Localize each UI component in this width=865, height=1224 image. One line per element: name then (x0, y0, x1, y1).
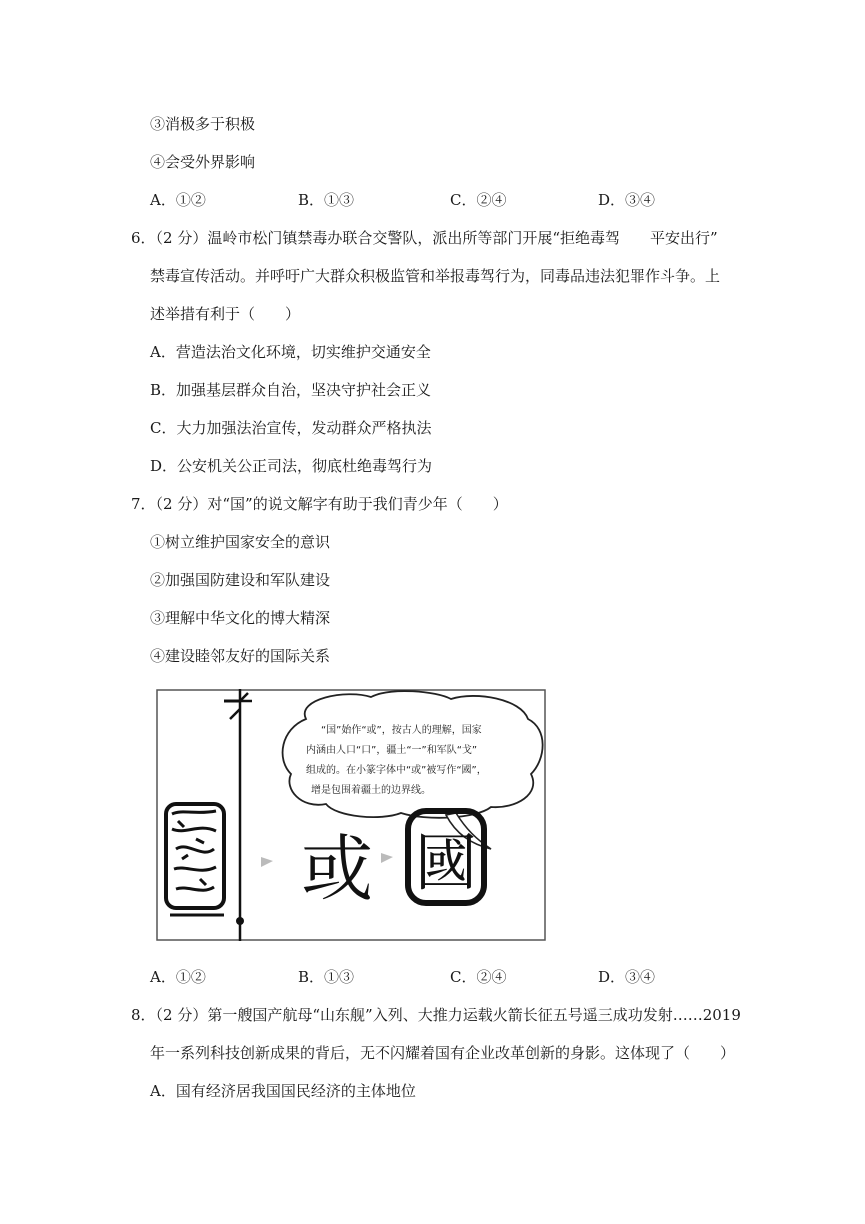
q7-item-1: ①树立维护国家安全的意识 (150, 533, 331, 551)
bubble-text-line-4: 增是包围着疆土的边界线。 (311, 785, 431, 796)
q5-option-d: D．③④ (598, 191, 656, 209)
q6-option-a: A．营造法治文化环境，切实维护交通安全 (150, 343, 431, 361)
q7-stem: 7．（2 分）对“国”的说文解字有助于我们青少年（ ） (131, 495, 508, 513)
q5-option-b: B．①③ (298, 191, 355, 209)
q6-stem-line-1: 6．（2 分）温岭市松门镇禁毒办联合交警队，派出所等部门开展“拒绝毒驾 平安出行” (131, 229, 718, 247)
q7-option-c: C．②④ (450, 968, 507, 986)
q5-option-a: A．①② (150, 191, 206, 209)
q6-option-d: D．公安机关公正司法，彻底杜绝毒驾行为 (150, 457, 433, 475)
guo-character-evolution-figure (156, 689, 546, 941)
bubble-text-line-1: “国”始作“或”，按古人的理解，国家 (321, 725, 482, 736)
svg-text:國: 國 (415, 826, 478, 899)
q7-option-d: D．③④ (598, 968, 656, 986)
q6-option-c: C．大力加强法治宣传，发动群众严格执法 (150, 419, 432, 437)
q7-option-a: A．①② (150, 968, 206, 986)
q5-option-c: C．②④ (450, 191, 507, 209)
q7-item-2: ②加强国防建设和军队建设 (150, 571, 331, 589)
q8-stem-line-1: 8．（2 分）第一艘国产航母“山东舰”入列、大推力运载火箭长征五号遥三成功发射……2019 (131, 1006, 741, 1024)
q8-stem-line-2: 年一系列科技创新成果的背后，无不闪耀着国有企业改革创新的身影。这体现了（ ） (150, 1044, 736, 1062)
bubble-text-line-2: 内涵由人口“口”，疆土“一”和军队“戈” (306, 745, 478, 756)
q6-stem-line-2: 禁毒宣传活动。并呼吁广大群众积极监管和举报毒驾行为，同毒品违法犯罪作斗争。上 (150, 267, 721, 285)
q6-option-b: B．加强基层群众自治，坚决守护社会正义 (150, 381, 432, 399)
bubble-text-line-3: 组成的。在小篆字体中“或”被写作“國”， (306, 765, 487, 776)
q5-item-4: ④会受外界影响 (150, 153, 256, 171)
q7-item-4: ④建设睦邻友好的国际关系 (150, 647, 331, 665)
q5-item-3: ③消极多于积极 (150, 115, 256, 133)
q7-option-b: B．①③ (298, 968, 355, 986)
q7-item-3: ③理解中华文化的博大精深 (150, 609, 331, 627)
char-or: 或 (301, 827, 374, 911)
q8-option-a: A．国有经济居我国国民经济的主体地位 (150, 1082, 416, 1100)
q6-stem-line-3: 述举措有利于（ ） (150, 305, 301, 323)
